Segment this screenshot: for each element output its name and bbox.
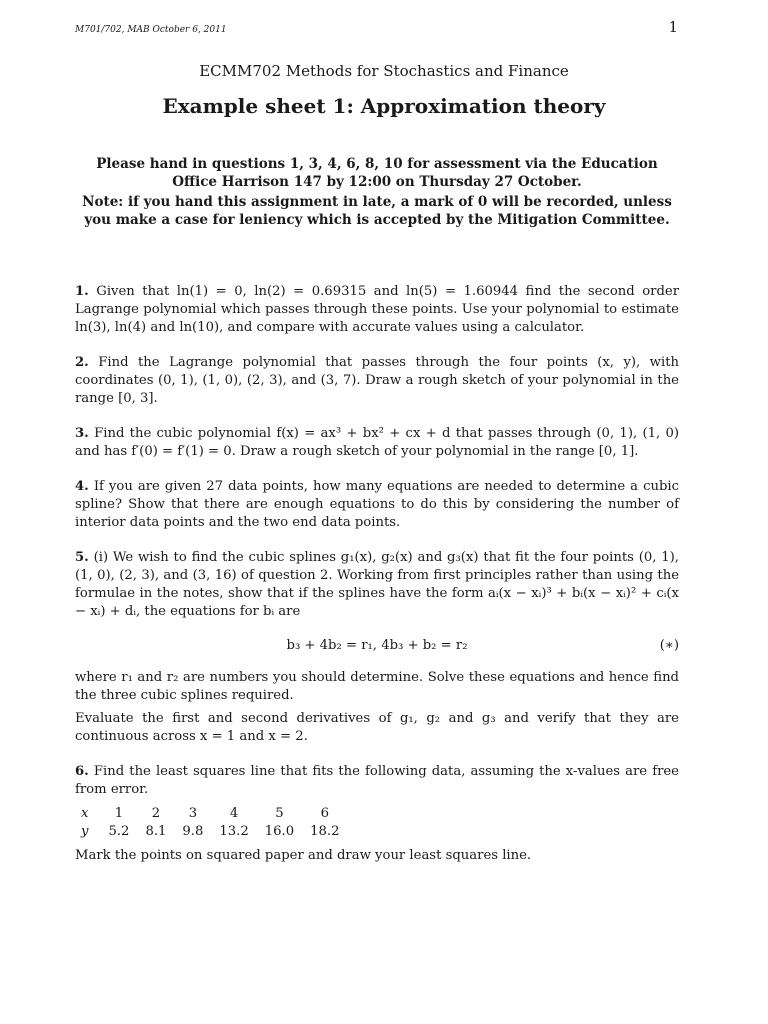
question-text: Given that ln(1) = 0, ln(2) = 0.69315 and ln(5) = 1.60944 find the second order Lagrange polynomial which passes through these points. Use your polynomial to estimate ln(3), ln(4) and ln(10), and compare with accurate values using a calculator. (75, 284, 679, 335)
sheet-title: Example sheet 1: Approximation theory (162, 94, 606, 118)
question-6 (75, 763, 679, 865)
question-text: If you are given 27 data points, how many equations are needed to determine a cubic spline? Show that there are enough equations to do this by considering the number of interior data points and the two end data points. (75, 479, 679, 530)
course-title: ECMM702 Methods for Stochastics and Finance (199, 62, 569, 80)
question-number: 1. (75, 284, 89, 299)
row-label-y: y (81, 824, 89, 839)
table-cell: 16.0 (264, 824, 295, 839)
running-head: M701/702, MAB October 6, 2011 (75, 25, 227, 35)
question-4 (75, 478, 679, 532)
page-number: 1 (668, 18, 678, 36)
table-cell: 2 (151, 806, 161, 821)
question-number: 5. (75, 550, 89, 565)
question-5 (75, 549, 679, 746)
question-2 (75, 354, 679, 408)
question-text: (i) We wish to find the cubic splines g₁(x), g₂(x) and g₃(x) that fit the four points (0, 1), (1, 0), (2, 3), and (3, 16) of question 2. Working from first principles rather than using the formulae in the notes, show that if the splines have the form aᵢ(x − xᵢ)³ + bᵢ(x − xᵢ)² + cᵢ(x − xᵢ) + dᵢ, the equations for bᵢ are (75, 550, 679, 619)
notice-late-policy: Note: if you hand this assignment in late, a mark of 0 will be recorded, unless you make a case for leniency which is accepted by the Mitigation Committee. (82, 194, 672, 228)
table-cell: 18.2 (310, 824, 340, 839)
question-followup: where r₁ and r₂ are numbers you should determine. Solve these equations and hence find the three cubic splines required. (75, 670, 679, 703)
question-text: Find the cubic polynomial f(x) = ax³ + bx² + cx + d that passes through (0, 1), (1, 0) and has f′(0) = f′(1) = 0. Draw a rough sketch of your polynomial in the range [0, 1]. (75, 426, 679, 459)
submission-notice (75, 155, 679, 231)
table-cell: 5.2 (108, 824, 130, 839)
question-text: Find the least squares line that fits the following data, assuming the x-values are free from error. (75, 764, 679, 797)
equation-body: b₃ + 4b₂ = r₁, 4b₃ + b₂ = r₂ (286, 638, 468, 653)
question-text: Find the Lagrange polynomial that passes through the four points (x, y), with coordinates (0, 1), (1, 0), (2, 3), and (3, 7). Draw a rough sketch of your polynomial in the range [0, 3]. (75, 355, 679, 406)
question-number: 6. (75, 764, 89, 779)
question-followup: Mark the points on squared paper and draw your least squares line. (75, 848, 532, 863)
table-cell: 1 (114, 806, 124, 821)
table-cell: 13.2 (219, 824, 249, 839)
table-cell: 9.8 (182, 824, 204, 839)
table-row-y (81, 823, 348, 841)
question-number: 2. (75, 355, 89, 370)
table-row-x (81, 805, 348, 823)
table-cell: 6 (320, 806, 330, 821)
row-label-x: x (81, 806, 89, 821)
question-part-2: Evaluate the first and second derivatives of g₁, g₂ and g₃ and verify that they are continuous across x = 1 and x = 2. (75, 711, 679, 744)
equation-label: (∗) (659, 638, 679, 653)
table-cell: 3 (188, 806, 198, 821)
spline-equation (75, 637, 679, 655)
question-list (75, 283, 679, 882)
question-number: 4. (75, 479, 89, 494)
table-cell: 5 (275, 806, 284, 821)
question-3 (75, 425, 679, 461)
data-table (81, 805, 348, 841)
table-cell: 8.1 (145, 824, 167, 839)
notice-hand-in: Please hand in questions 1, 3, 4, 6, 8, 10 for assessment via the Education Office Harrison 147 by 12:00 on Thursday 27 October. (96, 156, 658, 190)
table-cell: 4 (229, 806, 239, 821)
question-1 (75, 283, 679, 337)
question-number: 3. (75, 426, 89, 441)
